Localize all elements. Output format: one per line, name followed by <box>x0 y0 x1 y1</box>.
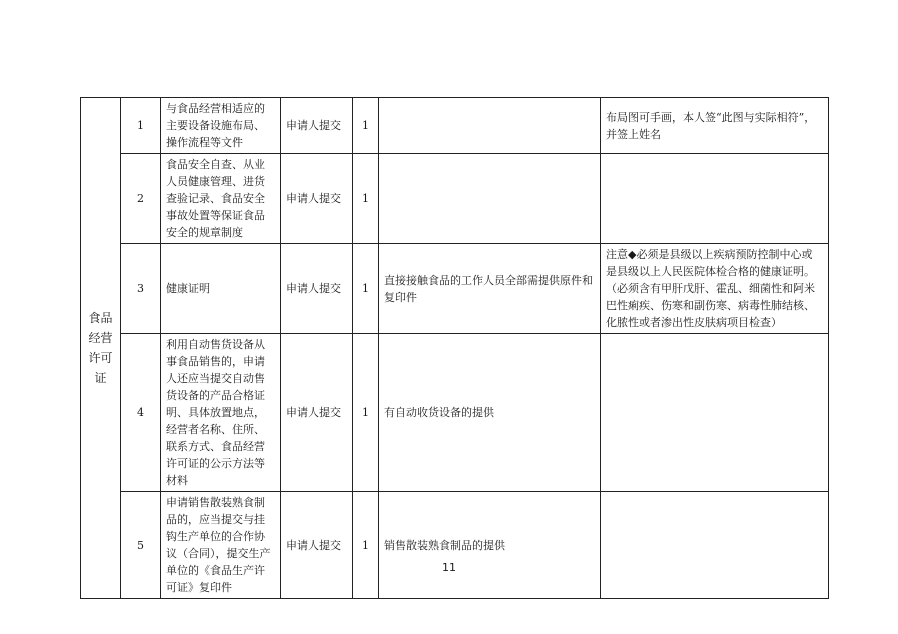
condition-cell <box>379 154 601 244</box>
table-row <box>81 98 829 154</box>
material-cell: 食品安全自查、从业人员健康管理、进货查验记录、食品安全事故处置等保证食品安全的规章制度 <box>161 154 281 244</box>
submitter-cell: 申请人提交 <box>281 244 353 334</box>
count-cell: 1 <box>353 492 379 599</box>
material-cell: 利用自动售货设备从事食品销售的，申请人还应当提交自动售货设备的产品合格证明、具体放置地点，经营者名称、住所、联系方式、食品经营许可证的公示方法等材料 <box>161 334 281 492</box>
material-cell: 健康证明 <box>161 244 281 334</box>
category-cell <box>81 98 121 599</box>
remark-cell: 布局图可手画，本人签“此图与实际相符”，并签上姓名 <box>601 98 829 154</box>
submitter-cell: 申请人提交 <box>281 154 353 244</box>
material-cell: 申请销售散装熟食制品的，应当提交与挂钩生产单位的合作协议（合同），提交生产单位的《食品生产许可证》复印件 <box>161 492 281 599</box>
submitter-cell: 申请人提交 <box>281 334 353 492</box>
material-cell: 与食品经营相适应的主要设备设施布局、操作流程等文件 <box>161 98 281 154</box>
table-row <box>81 244 829 334</box>
category-label: 食品经营许可证 <box>88 311 113 385</box>
remark-cell: 注意◆必须是县级以上疾病预防控制中心或是县级以上人民医院体检合格的健康证明。（必须含有甲肝戊肝、霍乱、细菌性和阿米巴性痢疾、伤寒和副伤寒、病毒性肺结核、化脓性或者渗出性皮肤病项目检查） <box>601 244 829 334</box>
count-cell: 1 <box>353 98 379 154</box>
condition-cell <box>379 98 601 154</box>
remark-cell <box>601 154 829 244</box>
row-number: 4 <box>121 334 161 492</box>
remark-cell <box>601 334 829 492</box>
requirements-table <box>80 97 829 599</box>
table-row <box>81 154 829 244</box>
row-number: 5 <box>121 492 161 599</box>
count-cell: 1 <box>353 334 379 492</box>
condition-cell: 直接接触食品的工作人员全部需提供原件和复印件 <box>379 244 601 334</box>
remark-cell <box>601 492 829 599</box>
page-number: 11 <box>442 561 456 574</box>
count-cell: 1 <box>353 244 379 334</box>
submitter-cell: 申请人提交 <box>281 98 353 154</box>
row-number: 2 <box>121 154 161 244</box>
condition-cell: 销售散装熟食制品的提供 <box>379 492 601 599</box>
condition-cell: 有自动收货设备的提供 <box>379 334 601 492</box>
row-number: 3 <box>121 244 161 334</box>
table-row <box>81 492 829 599</box>
submitter-cell: 申请人提交 <box>281 492 353 599</box>
row-number: 1 <box>121 98 161 154</box>
table-row <box>81 334 829 492</box>
count-cell: 1 <box>353 154 379 244</box>
